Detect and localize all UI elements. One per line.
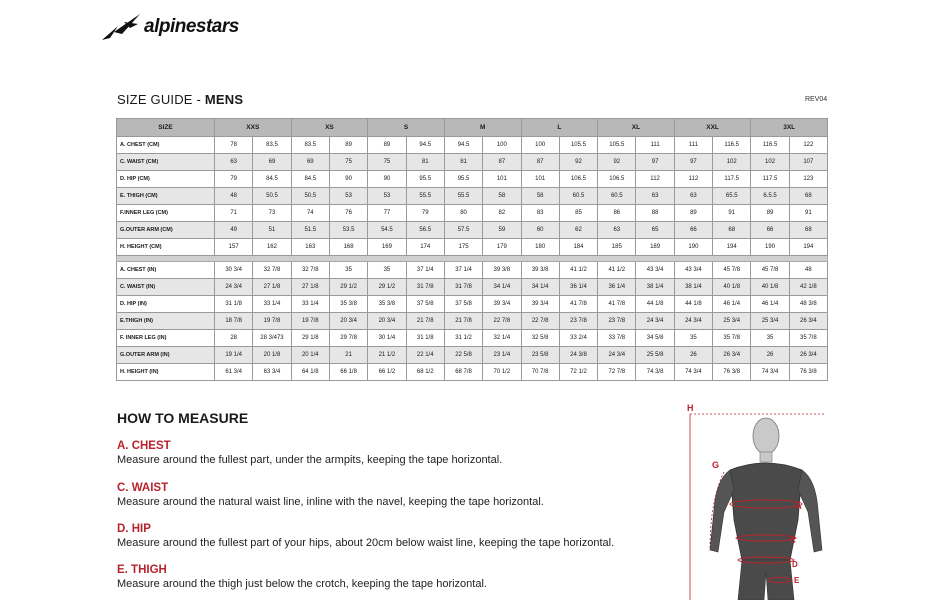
table-cell: 84.5 [253,171,291,188]
table-cell: 33 7/8 [598,330,636,347]
table-cell: 58 [483,188,521,205]
table-cell: 157 [215,239,253,256]
row-label: C. WAIST (CM) [117,154,215,171]
row-label: D. HIP (IN) [117,296,215,313]
table-cell: 74 3/4 [674,364,712,381]
table-cell: 179 [483,239,521,256]
table-cell: 122 [789,137,827,154]
table-cell: 34 1/4 [483,279,521,296]
table-cell: 37 5/8 [406,296,444,313]
table-cell: 74 [291,205,329,222]
table-cell: 41 1/2 [559,262,597,279]
table-cell: 21 7/8 [406,313,444,330]
table-cell: 32 7/8 [291,262,329,279]
table-cell: 63 [598,222,636,239]
table-cell: 89 [329,137,367,154]
table-cell: 175 [444,239,482,256]
table-cell: 35 7/8 [713,330,751,347]
table-cell: 19 7/8 [291,313,329,330]
table-row [117,137,828,154]
figure-label-h: H [687,403,694,413]
figure-head [753,418,779,454]
table-cell: 31 1/8 [406,330,444,347]
table-cell: 53.5 [329,222,367,239]
table-cell: 83.5 [253,137,291,154]
table-cell: 20 3/4 [329,313,367,330]
table-cell: 39 3/4 [521,296,559,313]
table-cell: 6.5.5 [751,188,789,205]
table-cell: 184 [559,239,597,256]
table-cell: 70 7/8 [521,364,559,381]
table-cell: 92 [559,154,597,171]
table-cell: 36 1/4 [559,279,597,296]
table-cell: 41 7/8 [559,296,597,313]
table-cell: 63 [215,154,253,171]
table-cell: 29 1/2 [368,279,406,296]
table-cell: 92 [598,154,636,171]
row-label: C. WAIST (IN) [117,279,215,296]
table-cell: 37 1/4 [406,262,444,279]
table-cell: 57.5 [444,222,482,239]
table-cell: 102 [751,154,789,171]
size-column-header: XS [291,119,368,137]
table-cell: 55.5 [406,188,444,205]
table-cell: 41 7/8 [598,296,636,313]
table-cell: 75 [368,154,406,171]
table-cell: 28 [215,330,253,347]
table-cell: 78 [215,137,253,154]
table-cell: 87 [521,154,559,171]
table-cell: 32 5/8 [521,330,559,347]
table-cell: 62 [559,222,597,239]
table-cell: 116.5 [713,137,751,154]
table-cell: 68 [789,222,827,239]
table-cell: 94.5 [406,137,444,154]
size-column-header: XL [598,119,675,137]
table-cell: 77 [368,205,406,222]
row-label: G.OUTER ARM (CM) [117,222,215,239]
table-cell: 54.5 [368,222,406,239]
table-cell: 112 [674,171,712,188]
table-cell: 87 [483,154,521,171]
measure-section-thigh: E. THIGH Measure around the thigh just below the crotch, keeping the tape horizontal. [117,564,487,590]
table-cell: 88 [636,205,674,222]
table-row [117,262,828,279]
table-cell: 22 5/8 [444,347,482,364]
table-cell: 66 1/2 [368,364,406,381]
table-cell: 23 5/8 [521,347,559,364]
table-cell: 29 1/8 [291,330,329,347]
table-cell: 27 1/8 [253,279,291,296]
table-cell: 80 [444,205,482,222]
table-cell: 29 7/8 [329,330,367,347]
table-cell: 43 3/4 [636,262,674,279]
table-cell: 105.5 [559,137,597,154]
table-cell: 29 1/2 [329,279,367,296]
figure-label-e: E [794,576,800,585]
table-cell: 168 [329,239,367,256]
size-column-header: S [368,119,445,137]
table-cell: 72 1/2 [559,364,597,381]
table-cell: 33 1/4 [253,296,291,313]
table-cell: 91 [789,205,827,222]
table-cell: 48 3/8 [789,296,827,313]
table-cell: 111 [636,137,674,154]
row-label: D. HIP (CM) [117,171,215,188]
table-cell: 34 1/4 [521,279,559,296]
table-cell: 34 5/8 [636,330,674,347]
table-cell: 68 1/2 [406,364,444,381]
table-cell: 190 [751,239,789,256]
table-cell: 63 [636,188,674,205]
body-measurement-figure [680,400,830,600]
table-cell: 100 [483,137,521,154]
table-cell: 68 [789,188,827,205]
table-cell: 74 3/8 [636,364,674,381]
table-cell: 169 [368,239,406,256]
table-cell: 23 1/4 [483,347,521,364]
table-cell: 35 3/8 [329,296,367,313]
brand-logo [100,12,239,42]
table-cell: 123 [789,171,827,188]
table-cell: 189 [636,239,674,256]
table-cell: 68 7/8 [444,364,482,381]
table-cell: 40 1/8 [751,279,789,296]
table-cell: 89 [751,205,789,222]
figure-right-arm [798,470,822,552]
measure-section-chest: A. CHEST Measure around the fullest part, under the armpits, keeping the tape horizontal. [117,440,503,466]
row-label: A. CHEST (IN) [117,262,215,279]
table-cell: 20 3/4 [368,313,406,330]
table-cell: 86 [598,205,636,222]
table-cell: 37 5/8 [444,296,482,313]
table-cell: 89 [674,205,712,222]
table-cell: 63 3/4 [253,364,291,381]
table-cell: 35 3/8 [368,296,406,313]
table-cell: 66 [751,222,789,239]
table-cell: 21 1/2 [368,347,406,364]
table-cell: 18 7/8 [215,313,253,330]
table-cell: 91 [713,205,751,222]
table-cell: 65.5 [713,188,751,205]
table-cell: 19 7/8 [253,313,291,330]
row-label: A. CHEST (CM) [117,137,215,154]
table-cell: 36 1/4 [598,279,636,296]
table-cell: 105.5 [598,137,636,154]
table-cell: 37 1/4 [444,262,482,279]
table-row [117,364,828,381]
table-cell: 40 1/8 [713,279,751,296]
table-cell: 111 [674,137,712,154]
table-cell: 25 3/4 [751,313,789,330]
table-row [117,347,828,364]
table-cell: 60.5 [559,188,597,205]
figure-label-c: C [790,536,796,545]
table-cell: 53 [368,188,406,205]
table-cell: 100 [521,137,559,154]
table-cell: 95.5 [444,171,482,188]
table-cell: 26 3/4 [789,313,827,330]
table-row [117,330,828,347]
table-cell: 26 [751,347,789,364]
table-cell: 50.5 [253,188,291,205]
table-cell: 83.5 [291,137,329,154]
figure-label-d: D [792,560,798,569]
table-cell: 116.5 [751,137,789,154]
figure-neck [760,452,772,462]
table-cell: 39 3/8 [521,262,559,279]
table-cell: 31 1/2 [444,330,482,347]
table-cell: 180 [521,239,559,256]
table-cell: 35 [329,262,367,279]
table-cell: 59 [483,222,521,239]
table-cell: 31 7/8 [406,279,444,296]
table-cell: 19 1/4 [215,347,253,364]
table-cell: 72 7/8 [598,364,636,381]
table-cell: 102 [713,154,751,171]
table-cell: 33 2/4 [559,330,597,347]
table-cell: 163 [291,239,329,256]
table-cell: 81 [406,154,444,171]
table-cell: 75 [329,154,367,171]
table-cell: 33 1/4 [291,296,329,313]
table-cell: 70 1/2 [483,364,521,381]
size-column-header: M [444,119,521,137]
table-cell: 20 1/8 [253,347,291,364]
table-cell: 74 3/4 [751,364,789,381]
table-cell: 44 1/8 [674,296,712,313]
table-cell: 22 1/4 [406,347,444,364]
table-cell: 94.5 [444,137,482,154]
table-cell: 194 [713,239,751,256]
table-row [117,171,828,188]
row-label: F. INNER LEG (IN) [117,330,215,347]
table-cell: 89 [368,137,406,154]
table-cell: 20 1/4 [291,347,329,364]
table-cell: 90 [329,171,367,188]
size-column-header: XXL [674,119,751,137]
table-cell: 66 [674,222,712,239]
table-cell: 61 3/4 [215,364,253,381]
table-cell: 23 7/8 [598,313,636,330]
measure-section-waist: C. WAIST Measure around the natural waist line, inline with the navel, keeping the tape horizontal. [117,482,544,508]
table-cell: 32 1/4 [483,330,521,347]
size-table [116,118,828,381]
brand-name: alpinestars [144,16,239,37]
table-cell: 41 1/2 [598,262,636,279]
figure-label-a: A [796,502,802,511]
table-cell: 51.5 [291,222,329,239]
table-cell: 71 [215,205,253,222]
table-cell: 30 1/4 [368,330,406,347]
table-cell: 24 3/8 [559,347,597,364]
table-cell: 162 [253,239,291,256]
table-cell: 35 [751,330,789,347]
table-row [117,279,828,296]
table-cell: 190 [674,239,712,256]
table-cell: 30 3/4 [215,262,253,279]
table-cell: 51 [253,222,291,239]
table-cell: 53 [329,188,367,205]
table-cell: 26 3/4 [789,347,827,364]
size-header-label: SIZE [117,119,215,137]
row-label: E. THIGH (CM) [117,188,215,205]
table-cell: 45 7/8 [713,262,751,279]
table-cell: 73 [253,205,291,222]
table-cell: 76 3/8 [789,364,827,381]
table-cell: 55.5 [444,188,482,205]
table-cell: 35 7/8 [789,330,827,347]
table-cell: 45 7/8 [751,262,789,279]
table-cell: 85 [559,205,597,222]
table-cell: 95.5 [406,171,444,188]
table-cell: 107 [789,154,827,171]
table-cell: 44 1/8 [636,296,674,313]
figure-label-g: G [712,460,720,470]
table-cell: 79 [406,205,444,222]
table-cell: 27 1/8 [291,279,329,296]
table-cell: 46 1/4 [713,296,751,313]
table-cell: 39 3/8 [483,262,521,279]
figure-legs [738,560,794,600]
table-cell: 185 [598,239,636,256]
table-cell: 48 [215,188,253,205]
table-cell: 58 [521,188,559,205]
table-cell: 31 1/8 [215,296,253,313]
table-cell: 21 [329,347,367,364]
size-column-header: XXS [215,119,292,137]
table-cell: 38 1/4 [674,279,712,296]
table-cell: 66 1/8 [329,364,367,381]
row-label: E.THIGH (IN) [117,313,215,330]
table-row [117,296,828,313]
table-cell: 97 [674,154,712,171]
table-cell: 38 1/4 [636,279,674,296]
row-label: H. HEIGHT (IN) [117,364,215,381]
table-cell: 117.5 [751,171,789,188]
table-cell: 35 [674,330,712,347]
size-column-header: L [521,119,598,137]
table-cell: 90 [368,171,406,188]
star-logo-icon [100,12,142,42]
table-cell: 69 [253,154,291,171]
table-cell: 97 [636,154,674,171]
table-cell: 76 [329,205,367,222]
figure-torso [730,463,802,560]
row-label: F.INNER LEG (CM) [117,205,215,222]
table-cell: 64 1/8 [291,364,329,381]
table-cell: 24 3/4 [636,313,674,330]
table-cell: 101 [483,171,521,188]
table-cell: 24 3/4 [598,347,636,364]
table-cell: 65 [636,222,674,239]
table-cell: 22 7/8 [483,313,521,330]
table-cell: 35 [368,262,406,279]
page-title: SIZE GUIDE - MENS [117,92,244,107]
table-row [117,313,828,330]
table-cell: 82 [483,205,521,222]
table-row [117,154,828,171]
table-cell: 56.5 [406,222,444,239]
table-cell: 81 [444,154,482,171]
table-cell: 69 [291,154,329,171]
figure-left-arm [710,470,734,552]
table-cell: 43 3/4 [674,262,712,279]
table-cell: 21 7/8 [444,313,482,330]
table-cell: 32 7/8 [253,262,291,279]
table-cell: 31 7/8 [444,279,482,296]
table-row [117,188,828,205]
table-cell: 79 [215,171,253,188]
table-row [117,239,828,256]
table-cell: 60.5 [598,188,636,205]
table-cell: 42 1/8 [789,279,827,296]
table-cell: 39 3/4 [483,296,521,313]
size-header-row [117,119,828,137]
table-cell: 68 [713,222,751,239]
table-cell: 60 [521,222,559,239]
table-cell: 112 [636,171,674,188]
revision-label: REV04 [805,96,828,103]
table-cell: 25 5/8 [636,347,674,364]
how-to-measure-heading: HOW TO MEASURE [117,410,249,426]
table-cell: 22 7/8 [521,313,559,330]
table-row [117,222,828,239]
table-cell: 194 [789,239,827,256]
table-cell: 23 7/8 [559,313,597,330]
table-cell: 50.5 [291,188,329,205]
size-column-header: 3XL [751,119,828,137]
table-cell: 25 3/4 [713,313,751,330]
table-cell: 84.5 [291,171,329,188]
table-cell: 26 3/4 [713,347,751,364]
table-cell: 46 1/4 [751,296,789,313]
table-cell: 48 [789,262,827,279]
table-cell: 83 [521,205,559,222]
table-cell: 106.5 [598,171,636,188]
table-cell: 76 3/8 [713,364,751,381]
table-row [117,205,828,222]
table-cell: 24 3/4 [674,313,712,330]
table-cell: 101 [521,171,559,188]
row-label: H. HEIGHT (CM) [117,239,215,256]
table-cell: 28 3/473 [253,330,291,347]
table-cell: 106.5 [559,171,597,188]
table-cell: 174 [406,239,444,256]
table-cell: 49 [215,222,253,239]
row-label: G.OUTER ARM (IN) [117,347,215,364]
table-cell: 117.5 [713,171,751,188]
table-cell: 24 3/4 [215,279,253,296]
table-cell: 63 [674,188,712,205]
measure-section-hip: D. HIP Measure around the fullest part of your hips, about 20cm below waist line, keeping the tape horizontal. [117,523,615,549]
table-cell: 26 [674,347,712,364]
